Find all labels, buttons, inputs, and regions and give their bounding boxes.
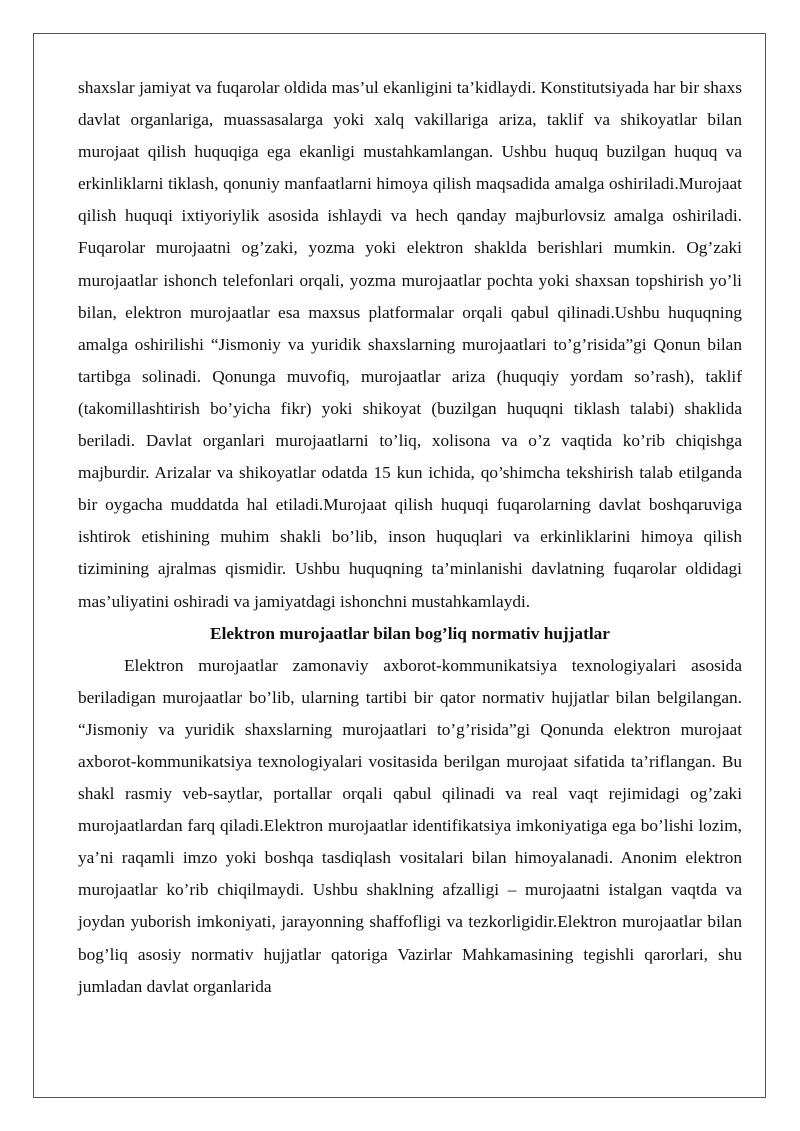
body-paragraph: Elektron murojaatlar zamonaviy axborot-kommunikatsiya texnologiyalari asosida beriladigan murojaatlar bo’lib, ularning tartibi bir qator normativ hujjatlar bilan belgilangan. “Jismoniy va yuridik shaxslarning murojaatlari to’g’risida”gi Qonunda elektron murojaat axborot-kommunikatsiya texnologiyalari vositasida berilgan murojaat sifatida ta’riflangan. Bu shakl rasmiy veb-saytlar, portallar orqali qabul qilinadi va real vaqt rejimidagi og’zaki murojaatlardan farq qiladi.Elektron murojaatlar identifikatsiya imkoniyatiga ega bo’lishi lozim, ya’ni raqamli imzo yoki boshqa tasdiqlash vositalari bilan himoyalanadi. Anonim elektron murojaatlar ko’rib chiqilmaydi. Ushbu shaklning afzalligi – murojaatni istalgan vaqtda va joydan yuborish imkoniyati, jarayonning shaffofligi va tezkorligidir.Elektron murojaatlar bilan bog’liq asosiy normativ hujjatlar qatoriga Vazirlar Mahkamasining tegishli qarorlari, shu jumladan davlat organlarida — [78, 655, 742, 996]
section-heading: Elektron murojaatlar bilan bog’liq normativ hujjatlar — [210, 623, 610, 643]
body-paragraph: shaxslar jamiyat va fuqarolar oldida mas’ul ekanligini ta’kidlaydi. Konstitutsiyada har bir shaxs davlat organlariga, muassasalarga yoki xalq vakillariga ariza, taklif va shikoyatlar bilan murojaat qilish huquqiga ega ekanligi mustahkamlangan. Ushbu huquq buzilgan huquq va erkinliklarni tiklash, qonuniy manfaatlarni himoya qilish maqsadida amalga oshiriladi.Murojaat qilish huquqi ixtiyoriylik asosida ishlaydi va hech qanday majburlovsiz amalga oshiriladi. Fuqarolar murojaatni og’zaki, yozma yoki elektron shaklda berishlari mumkin. Og’zaki murojaatlar ishonch telefonlari orqali, yozma murojaatlar pochta yoki shaxsan topshirish yo’li bilan, elektron murojaatlar esa maxsus platformalar orqali qabul qilinadi.Ushbu huquqning amalga oshirilishi “Jismoniy va yuridik shaxslarning murojaatlari to’g’risida”gi Qonun bilan tartibga solinadi. Qonunga muvofiq, murojaatlar ariza (huquqiy yordam so’rash), taklif (takomillashtirish bo’yicha fikr) yoki shikoyat (buzilgan huquqni tiklash talabi) shaklida beriladi. Davlat organlari murojaatlarni to’liq, xolisona va o’z vaqtida ko’rib chiqishga majburdir. Arizalar va shikoyatlar odatda 15 kun ichida, qo’shimcha tekshirish talab etilganda bir oygacha muddatda hal etiladi.Murojaat qilish huquqi fuqarolarning davlat boshqaruviga ishtirok etishining muhim shakli bo’lib, inson huquqlari va erkinliklarini himoya qilish tizimining ajralmas qismidir. Ushbu huquqning ta’minlanishi davlatning fuqarolar oldidagi mas’uliyatini oshiradi va jamiyatdagi ishonchni mustahkamlaydi. — [78, 78, 742, 611]
document-body — [78, 72, 742, 1003]
